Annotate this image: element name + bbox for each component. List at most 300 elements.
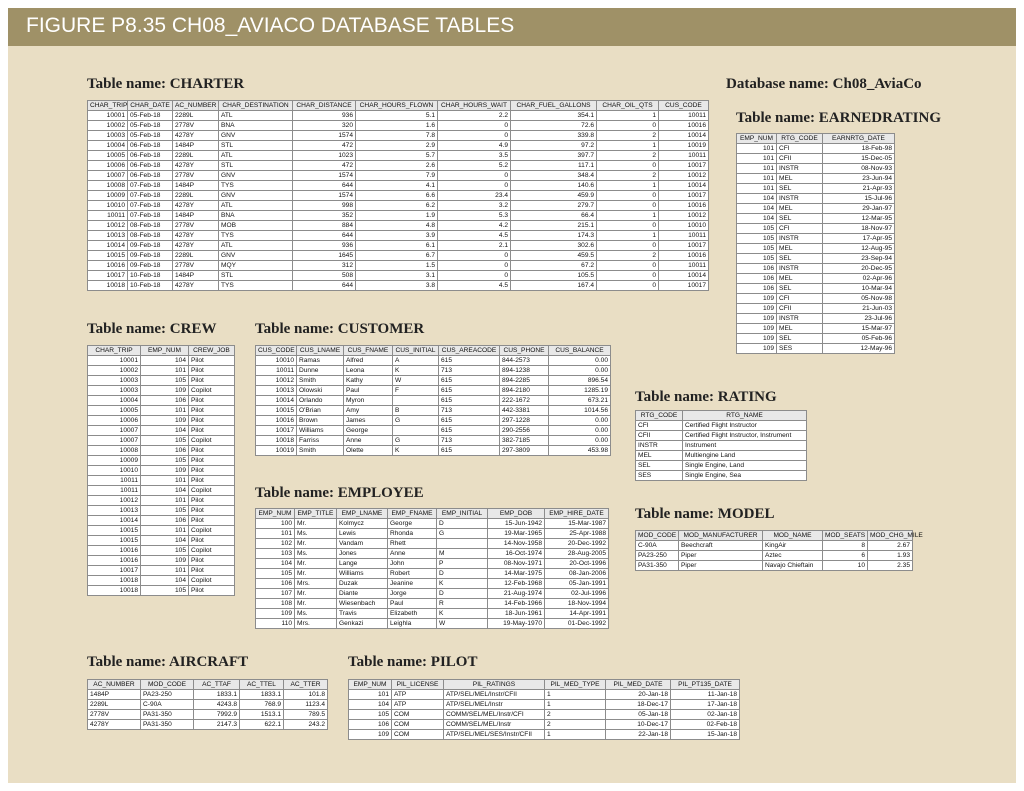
table-cell: 10017 <box>88 271 128 281</box>
table-cell: 936 <box>293 111 356 121</box>
table-cell: 104 <box>349 700 392 710</box>
table-cell: 101 <box>141 526 189 536</box>
table-cell: D <box>437 569 488 579</box>
table-cell: Pilot <box>189 516 235 526</box>
column-header: MOD_CHG_MILE <box>868 531 913 541</box>
table-cell: 10015 <box>88 526 141 536</box>
table-cell: SES <box>636 471 683 481</box>
table-cell: Pilot <box>189 376 235 386</box>
table-cell: Rhonda <box>388 529 437 539</box>
table-cell: 10014 <box>88 241 128 251</box>
table-cell: 673.21 <box>549 396 611 406</box>
table-cell: 1 <box>545 730 606 740</box>
aircraft-table <box>87 679 328 730</box>
table-cell: 105 <box>141 456 189 466</box>
figure-frame <box>8 8 1016 783</box>
table-cell: 10001 <box>88 356 141 366</box>
table-cell: 101 <box>737 164 777 174</box>
table-cell: 05-Jan-18 <box>606 710 671 720</box>
table-cell: 12-Aug-95 <box>823 244 895 254</box>
table-row <box>256 539 609 549</box>
table-row <box>88 516 235 526</box>
table-cell: MEL <box>777 204 823 214</box>
table-cell: 0.00 <box>549 416 611 426</box>
table-cell: 66.4 <box>511 211 597 221</box>
table-cell: P <box>437 559 488 569</box>
table-cell: 2289L <box>173 191 219 201</box>
table-cell: 02-Apr-96 <box>823 274 895 284</box>
table-cell: Elizabeth <box>388 609 437 619</box>
table-cell: 72.6 <box>511 121 597 131</box>
table-cell: 2.1 <box>438 241 511 251</box>
table-cell: 10016 <box>88 556 141 566</box>
table-row <box>88 710 328 720</box>
table-cell: 18-Dec-17 <box>606 700 671 710</box>
table-cell: D <box>437 519 488 529</box>
table-row <box>88 161 709 171</box>
table-cell: 101.8 <box>284 690 328 700</box>
employee-table <box>255 508 609 629</box>
table-cell: STL <box>219 271 293 281</box>
table-cell: 0.00 <box>549 356 611 366</box>
table-row <box>636 461 807 471</box>
table-cell: 2778V <box>173 121 219 131</box>
table-cell: 10011 <box>88 211 128 221</box>
table-cell: 09-Feb-18 <box>128 251 173 261</box>
table-cell: 106 <box>737 274 777 284</box>
table-cell: 10006 <box>88 416 141 426</box>
table-cell: 382-7185 <box>500 436 549 446</box>
table-cell: 2.67 <box>868 541 913 551</box>
table-cell: 109 <box>349 730 392 740</box>
column-header: EMP_NUM <box>349 680 392 690</box>
earnedrating-table <box>736 133 895 354</box>
table-cell: 6.7 <box>356 251 438 261</box>
column-header: PIL_RATINGS <box>444 680 545 690</box>
column-header: PIL_MED_TYPE <box>545 680 606 690</box>
earnedrating-heading: Table name: EARNEDRATING <box>736 110 942 126</box>
table-cell: 28-Aug-2005 <box>545 549 609 559</box>
table-cell: 0 <box>438 171 511 181</box>
table-cell: 10017 <box>659 191 709 201</box>
table-cell: Pilot <box>189 426 235 436</box>
table-cell: 104 <box>737 214 777 224</box>
table-row <box>88 211 709 221</box>
table-cell: 10018 <box>88 281 128 291</box>
table-cell: 1574 <box>293 171 356 181</box>
table-cell: 2.35 <box>868 561 913 571</box>
table-cell: 109 <box>141 466 189 476</box>
table-cell: Paul <box>388 599 437 609</box>
table-cell: 2147.3 <box>194 720 240 730</box>
table-cell: INSTR <box>777 234 823 244</box>
table-row <box>349 690 740 700</box>
table-row <box>636 421 807 431</box>
table-cell: 07-Feb-18 <box>128 191 173 201</box>
table-cell: 6.6 <box>356 191 438 201</box>
table-cell: 15-Jan-18 <box>671 730 740 740</box>
table-cell: 06-Feb-18 <box>128 141 173 151</box>
table-cell: Vandam <box>337 539 388 549</box>
table-cell: Pilot <box>189 556 235 566</box>
table-row <box>256 569 609 579</box>
header-row <box>636 531 913 541</box>
table-cell: 97.2 <box>511 141 597 151</box>
table-cell: ATP/SEL/MEL/Instr <box>444 700 545 710</box>
column-header: EARNRTG_DATE <box>823 134 895 144</box>
table-cell: 101 <box>737 144 777 154</box>
table-row <box>737 174 895 184</box>
table-cell: Pilot <box>189 496 235 506</box>
table-row <box>256 416 611 426</box>
table-cell: 896.54 <box>549 376 611 386</box>
table-row <box>737 224 895 234</box>
column-header: EMP_NUM <box>141 346 189 356</box>
column-header: MOD_CODE <box>636 531 679 541</box>
table-cell: Smith <box>297 376 344 386</box>
table-cell: 10-Feb-18 <box>128 281 173 291</box>
table-cell: 789.5 <box>284 710 328 720</box>
table-cell: Myron <box>344 396 393 406</box>
table-cell: 1 <box>597 111 659 121</box>
table-cell: 10016 <box>88 261 128 271</box>
table-cell: 101 <box>737 184 777 194</box>
table-row <box>88 121 709 131</box>
table-row <box>256 549 609 559</box>
table-cell: 10017 <box>659 281 709 291</box>
table-cell: 14-Feb-1966 <box>488 599 545 609</box>
table-cell: STL <box>219 141 293 151</box>
table-cell: 105 <box>141 436 189 446</box>
table-cell: Copilot <box>189 386 235 396</box>
table-cell: Wiesenbach <box>337 599 388 609</box>
table-row <box>88 426 235 436</box>
table-cell: 10017 <box>659 161 709 171</box>
table-cell: 10016 <box>256 416 297 426</box>
table-cell: Jeanine <box>388 579 437 589</box>
table-cell: 10014 <box>256 396 297 406</box>
table-cell: 615 <box>439 446 500 456</box>
table-cell: Farriss <box>297 436 344 446</box>
table-row <box>737 294 895 304</box>
table-cell: 10015 <box>88 536 141 546</box>
table-cell: 15-Dec-05 <box>823 154 895 164</box>
table-cell: 2 <box>545 720 606 730</box>
table-cell: 10019 <box>256 446 297 456</box>
table-cell <box>393 426 439 436</box>
table-cell: 22-Jan-18 <box>606 730 671 740</box>
table-cell: 05-Feb-96 <box>823 334 895 344</box>
table-cell: 10008 <box>88 446 141 456</box>
table-cell: 3.1 <box>356 271 438 281</box>
table-row <box>88 376 235 386</box>
table-cell: 10011 <box>659 111 709 121</box>
table-cell: 1833.1 <box>194 690 240 700</box>
table-cell: Jones <box>337 549 388 559</box>
table-row <box>737 324 895 334</box>
table-cell: 14-Nov-1958 <box>488 539 545 549</box>
table-row <box>256 366 611 376</box>
column-header: EMP_NUM <box>737 134 777 144</box>
table-row <box>88 261 709 271</box>
table-cell: C-90A <box>141 700 194 710</box>
table-cell: 4278Y <box>88 720 141 730</box>
table-cell: 10015 <box>88 251 128 261</box>
table-row <box>256 619 609 629</box>
table-row <box>88 546 235 556</box>
header-row <box>88 346 235 356</box>
table-cell: 472 <box>293 141 356 151</box>
table-cell: 2 <box>597 131 659 141</box>
table-cell: G <box>393 416 439 426</box>
table-cell: 106 <box>141 446 189 456</box>
table-cell: 8 <box>823 541 868 551</box>
table-row <box>88 201 709 211</box>
table-row <box>737 304 895 314</box>
table-cell: CFII <box>636 431 683 441</box>
table-cell: 10018 <box>256 436 297 446</box>
table-cell: B <box>393 406 439 416</box>
table-cell: K <box>393 366 439 376</box>
table-cell: 1.5 <box>356 261 438 271</box>
table-cell: 105 <box>141 376 189 386</box>
table-cell: 106 <box>737 264 777 274</box>
table-row <box>256 559 609 569</box>
rating-heading: Table name: RATING <box>635 389 777 405</box>
table-cell: 105 <box>737 254 777 264</box>
table-cell: 10005 <box>88 151 128 161</box>
table-cell: 100 <box>256 519 295 529</box>
table-cell: 10-Mar-94 <box>823 284 895 294</box>
table-cell: 10003 <box>88 386 141 396</box>
table-cell: 09-Feb-18 <box>128 241 173 251</box>
table-cell: ATL <box>219 151 293 161</box>
table-row <box>737 314 895 324</box>
rating-table <box>635 410 807 481</box>
table-row <box>88 416 235 426</box>
table-cell: Williams <box>337 569 388 579</box>
column-header: EMP_HIRE_DATE <box>545 509 609 519</box>
aircraft-heading: Table name: AIRCRAFT <box>87 654 249 670</box>
table-cell: Multiengine Land <box>683 451 807 461</box>
table-cell: 1484P <box>173 141 219 151</box>
table-cell: Pilot <box>189 356 235 366</box>
table-cell: TYS <box>219 281 293 291</box>
table-row <box>88 366 235 376</box>
table-row <box>88 576 235 586</box>
table-cell: COM <box>392 720 444 730</box>
table-cell: 243.2 <box>284 720 328 730</box>
column-header: CUS_LNAME <box>297 346 344 356</box>
table-cell: COMM/SEL/MEL/Instr/CFI <box>444 710 545 720</box>
column-header: EMP_TITLE <box>295 509 337 519</box>
table-cell: Copilot <box>189 546 235 556</box>
table-cell: 109 <box>141 416 189 426</box>
table-cell: MEL <box>777 324 823 334</box>
pilot-heading: Table name: PILOT <box>348 654 478 670</box>
table-cell: Navajo Chieftain <box>763 561 823 571</box>
table-row <box>88 566 235 576</box>
table-cell: 10018 <box>88 586 141 596</box>
table-cell: 10010 <box>88 201 128 211</box>
table-cell: 459.5 <box>511 251 597 261</box>
table-cell: 10017 <box>659 241 709 251</box>
table-row <box>88 436 235 446</box>
table-cell: Mrs. <box>295 579 337 589</box>
pilot-table <box>348 679 740 740</box>
table-cell: 2 <box>545 710 606 720</box>
table-cell: CFI <box>777 144 823 154</box>
table-cell: 3.2 <box>438 201 511 211</box>
table-cell: 0 <box>597 241 659 251</box>
table-row <box>349 730 740 740</box>
column-header: MOD_SEATS <box>823 531 868 541</box>
table-cell: 05-Feb-18 <box>128 131 173 141</box>
table-row <box>737 284 895 294</box>
table-cell: 644 <box>293 281 356 291</box>
table-cell: 06-Feb-18 <box>128 161 173 171</box>
table-cell: KingAir <box>763 541 823 551</box>
table-cell: INSTR <box>777 194 823 204</box>
table-cell: 23-Jul-96 <box>823 314 895 324</box>
table-row <box>256 426 611 436</box>
table-cell: 1 <box>597 211 659 221</box>
column-header: PIL_LICENSE <box>392 680 444 690</box>
table-cell: 10 <box>823 561 868 571</box>
table-cell: Pilot <box>189 466 235 476</box>
table-cell: Smith <box>297 446 344 456</box>
column-header: MOD_NAME <box>763 531 823 541</box>
table-cell: 453.98 <box>549 446 611 456</box>
table-row <box>88 506 235 516</box>
table-cell: INSTR <box>777 264 823 274</box>
table-row <box>349 700 740 710</box>
table-cell: 106 <box>141 516 189 526</box>
table-cell: 21-Aug-1974 <box>488 589 545 599</box>
table-row <box>256 529 609 539</box>
table-cell: 08-Feb-18 <box>128 221 173 231</box>
table-cell: 713 <box>439 366 500 376</box>
table-cell: 10017 <box>256 426 297 436</box>
table-cell: 644 <box>293 231 356 241</box>
table-cell: 10004 <box>88 396 141 406</box>
table-row <box>349 720 740 730</box>
table-row <box>636 451 807 461</box>
column-header: CHAR_HOURS_WAIT <box>438 101 511 111</box>
table-cell: SEL <box>777 214 823 224</box>
table-cell: 4243.8 <box>194 700 240 710</box>
table-cell: 4.9 <box>438 141 511 151</box>
table-cell: Mr. <box>295 539 337 549</box>
table-cell: Kathy <box>344 376 393 386</box>
table-cell: 6.2 <box>356 201 438 211</box>
table-cell: 05-Nov-98 <box>823 294 895 304</box>
column-header: RTG_CODE <box>636 411 683 421</box>
table-cell: COM <box>392 730 444 740</box>
column-header: CHAR_HOURS_FLOWN <box>356 101 438 111</box>
table-cell: 10016 <box>88 546 141 556</box>
table-cell: 10010 <box>256 356 297 366</box>
table-cell: Pilot <box>189 566 235 576</box>
table-cell: 10009 <box>88 456 141 466</box>
table-cell: Kolmycz <box>337 519 388 529</box>
table-cell: 0 <box>597 261 659 271</box>
table-row <box>737 204 895 214</box>
table-cell: 117.1 <box>511 161 597 171</box>
table-cell: 10011 <box>659 261 709 271</box>
table-cell: 2 <box>597 171 659 181</box>
table-cell: 0 <box>597 191 659 201</box>
table-cell: 07-Feb-18 <box>128 201 173 211</box>
table-cell: 101 <box>141 566 189 576</box>
table-cell: 844-2573 <box>500 356 549 366</box>
table-cell: CFI <box>636 421 683 431</box>
table-cell: 1.6 <box>356 121 438 131</box>
table-row <box>88 476 235 486</box>
table-cell: 109 <box>737 334 777 344</box>
table-cell: 4278Y <box>173 201 219 211</box>
table-cell: 10-Feb-18 <box>128 271 173 281</box>
table-row <box>256 609 609 619</box>
table-cell: INSTR <box>777 164 823 174</box>
table-cell: 101 <box>737 154 777 164</box>
table-cell: 2778V <box>88 710 141 720</box>
table-cell: 2778V <box>173 261 219 271</box>
table-cell: 894-2180 <box>500 386 549 396</box>
table-cell: Alfred <box>344 356 393 366</box>
table-cell: 10011 <box>659 151 709 161</box>
table-cell: 15-Jun-1942 <box>488 519 545 529</box>
table-cell: Jorge <box>388 589 437 599</box>
table-cell: 10013 <box>88 506 141 516</box>
table-cell: 109 <box>256 609 295 619</box>
table-cell: 12-Mar-95 <box>823 214 895 224</box>
table-row <box>737 164 895 174</box>
table-cell: Olowski <box>297 386 344 396</box>
table-cell: 109 <box>737 294 777 304</box>
table-cell: 101 <box>141 406 189 416</box>
table-cell: 101 <box>141 366 189 376</box>
table-cell: ATL <box>219 201 293 211</box>
table-cell: 320 <box>293 121 356 131</box>
table-cell: 14-Apr-1991 <box>545 609 609 619</box>
table-cell: 21-Jun-03 <box>823 304 895 314</box>
column-header: CUS_INITIAL <box>393 346 439 356</box>
table-cell: K <box>437 579 488 589</box>
table-row <box>88 556 235 566</box>
table-cell: CFII <box>777 154 823 164</box>
table-cell: 1484P <box>173 181 219 191</box>
customer-heading: Table name: CUSTOMER <box>255 321 425 337</box>
table-cell: Mr. <box>295 559 337 569</box>
crew-heading: Table name: CREW <box>87 321 217 337</box>
table-cell: 2.2 <box>438 111 511 121</box>
table-cell: 21-Apr-93 <box>823 184 895 194</box>
table-cell: 08-Feb-18 <box>128 231 173 241</box>
table-row <box>256 589 609 599</box>
table-row <box>737 234 895 244</box>
table-cell: 4.5 <box>438 281 511 291</box>
table-cell: 0 <box>438 181 511 191</box>
table-cell: 1513.1 <box>240 710 284 720</box>
table-row <box>88 396 235 406</box>
table-cell: 3.9 <box>356 231 438 241</box>
table-cell: 67.2 <box>511 261 597 271</box>
table-cell: Pilot <box>189 586 235 596</box>
column-header: RTG_CODE <box>777 134 823 144</box>
table-row <box>88 486 235 496</box>
table-cell: 101 <box>349 690 392 700</box>
